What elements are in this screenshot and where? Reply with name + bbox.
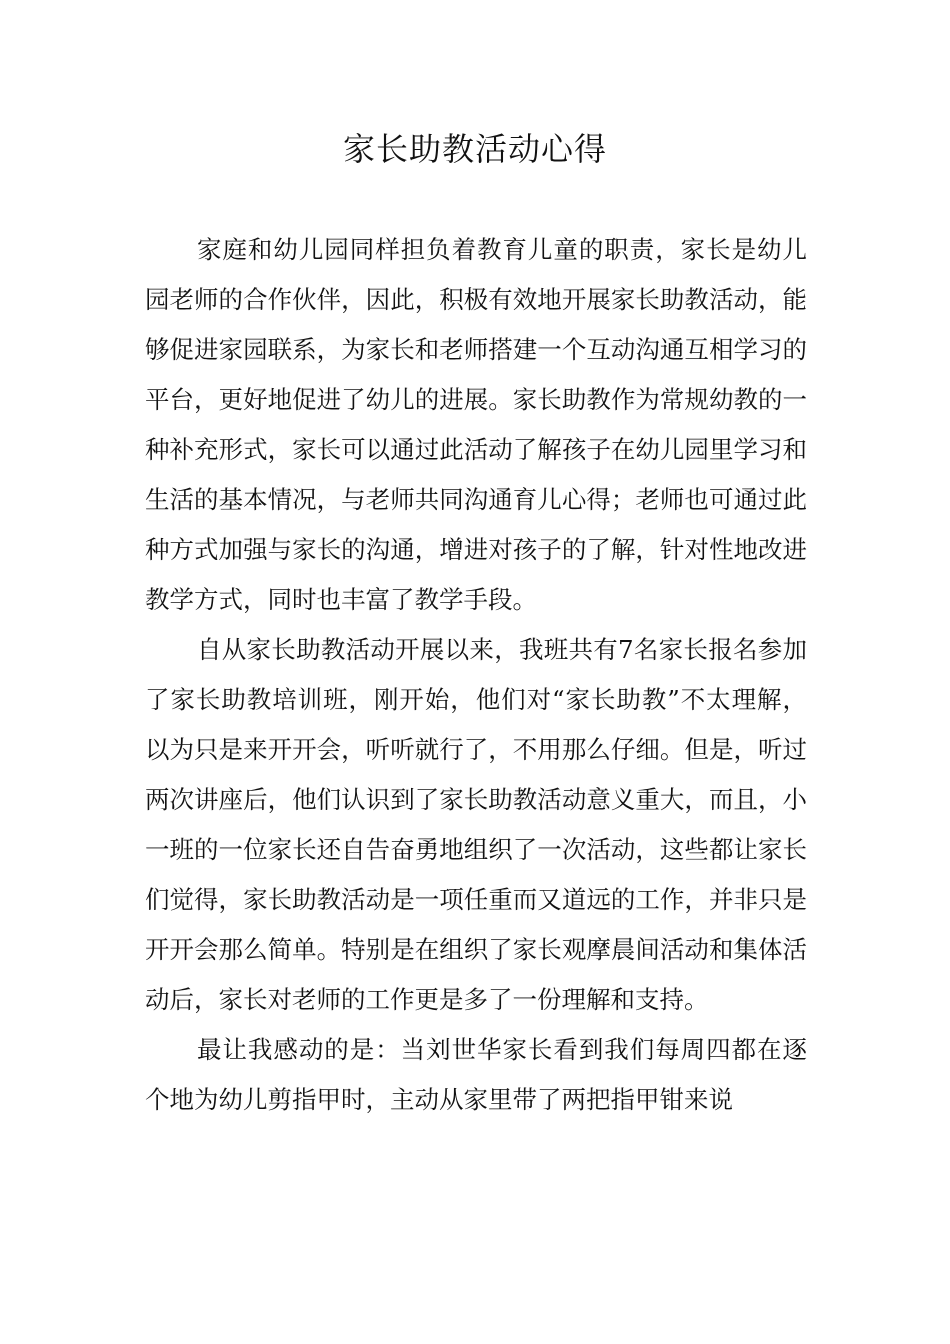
- paragraph: 家庭和幼儿园同样担负着教育儿童的职责，家长是幼儿园老师的合作伙伴，因此，积极有效地开展家长助教活动，能够促进家园联系，为家长和老师搭建一个互动沟通互相学习的平台，更好地促进了幼儿的进展。家长助教作为常规幼教的一种补充形式，家长可以通过此活动了解孩子在幼儿园里学习和生活的基本情况，与老师共同沟通育儿心得；老师也可通过此种方式加强与家长的沟通，增进对孩子的了解，针对性地改进教学方式，同时也丰富了教学手段。: [145, 235, 807, 614]
- paragraph: 自从家长助教活动开展以来，我班共有7名家长报名参加了家长助教培训班，刚开始，他们对“家长助教”不太理解，以为只是来开开会，听听就行了，不用那么仔细。但是，听过两次讲座后，他们认识到了家长助教活动意义重大，而且，小一班的一位家长还自告奋勇地组织了一次活动，这些都让家长们觉得，家长助教活动是一项任重而又道远的工作，并非只是开开会那么简单。特别是在组织了家长观摩晨间活动和集体活动后，家长对老师的工作更是多了一份理解和支持。: [145, 635, 807, 1014]
- document-title: 家长助教活动心得: [342, 130, 607, 168]
- document-body: [145, 225, 807, 1125]
- paragraph: 最让我感动的是：当刘世华家长看到我们每周四都在逐个地为幼儿剪指甲时，主动从家里带了两把指甲钳来说: [145, 1035, 807, 1114]
